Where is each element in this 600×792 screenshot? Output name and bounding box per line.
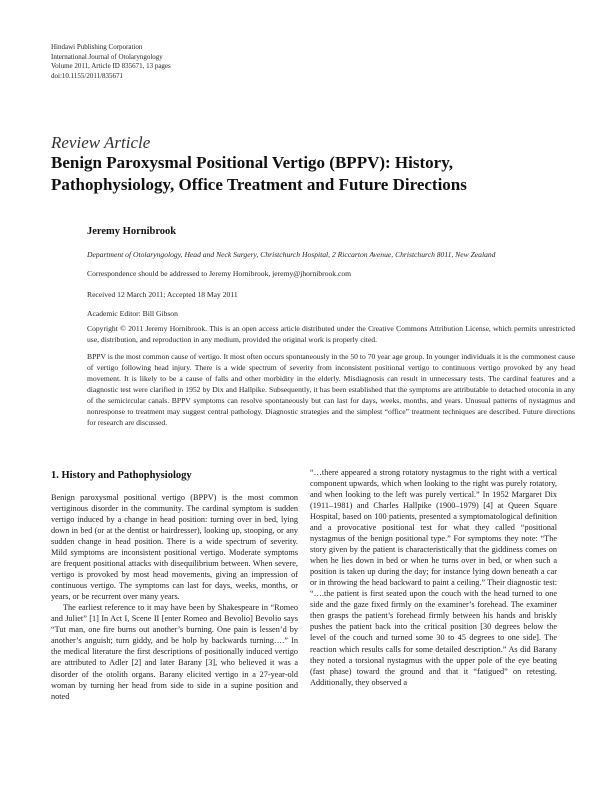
doi: doi:10.1155/2011/835671 xyxy=(51,71,124,80)
academic-editor: Academic Editor: Bill Gibson xyxy=(87,309,178,318)
body-paragraph-3: “…there appeared a strong rotatory nystagmus to the right with a vertical component upwards, which when looking to the right was purely rotatory, and when looking to the left was purely vertical.” In 1952 Margaret Dix (1911–1981) and Charles Hallpike (1900–1979) [4] at Queen Square Hospital, based on 100 patients, presented a symptomatological definition and a provocative positional test for what they called “positional nystagmus of the benign positional type.” For symptoms they note: “The story given by the patient is characteristically that the giddiness comes on when he lies down in bed or when he turns over in bed, or when such a position is taken up during the day; for instance lying down beneath a car or in throwing the head backward to paint a ceiling.” Their diagnostic test: “….the patient is first seated upon the couch with the head turned to one side and the gaze fixed firmly on the examiner’s forehead. The examiner then grasps the patient’s forehead firmly between his hands and briskly pushes the patient back into the critical position [30 degrees below the level of the couch and turned some 30 to 45 degrees to one side]. The reaction which results calls for some detailed description.” As did Barany they noted a torsional nystagmus with the upper pole of the eye beating (fast phase) toward the ground and that it “fatigued” on retesting. Additionally, they observed a xyxy=(310,468,557,687)
title-line-2: Pathophysiology, Office Treatment and Future Directions xyxy=(51,175,467,194)
volume-info: Volume 2011, Article ID 835671, 13 pages xyxy=(51,62,171,71)
title-line-1: Benign Paroxysmal Positional Vertigo (BPPV): History, xyxy=(51,153,454,172)
journal-name: International Journal of Otolaryngology xyxy=(51,52,163,61)
right-column xyxy=(310,467,557,688)
correspondence: Correspondence should be addressed to Jeremy Hornibrook, jeremy@jhornibrook.com xyxy=(87,269,352,278)
left-column xyxy=(51,469,298,702)
body-paragraph-2: The earliest reference to it may have been by Shakespeare in “Romeo and Juliet” [1] In Act I, Scene II [enter Romeo and Bevolio] Bevolio says “Tut man, one fire burns out another’s burning. One pain is lessen’d by another’s anguish; turn giddy, and be holp by backwards turning….” In the medical literature the first descriptions of positionally induced vertigo are attributed to Adler [2] and later Barany [3], who believed it was a disorder of the otolith organs. Barany elicited vertigo in a 27-year-old woman by turning her head from side to side in a supine position and noted xyxy=(51,603,298,701)
journal-header xyxy=(51,43,171,81)
article-type: Review Article xyxy=(51,133,151,152)
body-paragraph-1: Benign paroxysmal positional vertigo (BPPV) is the most common vertiginous disorder in the community. The cardinal symptom is sudden vertigo induced by a change in head position: turning over in bed, lying down in bed (or at the dentist or hairdresser), looking up, stooping, or any sudden change in head position. There is a wide spectrum of severity. Mild symptoms are inconsistent positional vertigo. Moderate symptoms are frequent positional attacks with disequilibrium between. When severe, vertigo is provoked by most head movements, giving an impression of continuous vertigo. The symptoms can last for days, weeks, months, or years, or be recurrent over many years. xyxy=(51,493,298,602)
publisher-name: Hindawi Publishing Corporation xyxy=(51,43,143,51)
author-name: Jeremy Hornibrook xyxy=(87,226,177,237)
author-affiliation: Department of Otolaryngology, Head and Neck Surgery, Christchurch Hospital, 2 Riccarton Avenue, Christchurch 8011, New Zealand xyxy=(87,250,496,259)
section-heading: 1. History and Pathophysiology xyxy=(51,470,192,481)
received-accepted-dates: Received 12 March 2011; Accepted 18 May 2011 xyxy=(87,290,238,299)
article-title xyxy=(51,152,571,196)
abstract: BPPV is the most common cause of vertigo. It most often occurs spontaneously in the 50 to 70 year age group. In younger individuals it is the commonest cause of vertigo following head injury. There is a wide spectrum of severity from inconsistent positional vertigo to continuous vertigo provoked by any head movement. It is likely to be a cause of falls and other morbidity in the elderly. Misdiagnosis can result in unnecessary tests. The cardinal features and a diagnostic test were clarified in 1952 by Dix and Hallpike. Subsequently, it has been established that the symptoms are attributable to detached otoconia in any of the semicircular canals. BPPV symptoms can resolve spontaneously but can last for days, weeks, months, and years. Unusual patterns of nystagmus and nonresponse to treatment may suggest central pathology. Diagnostic strategies and the simplest “office” treatment techniques are described. Future directions for research are discussed. xyxy=(87,352,575,427)
copyright-notice: Copyright © 2011 Jeremy Hornibrook. This is an open access article distributed under the Creative Commons Attribution License, which permits unrestricted use, distribution, and reproduction in any medium, provided the original work is properly cited. xyxy=(87,324,575,344)
